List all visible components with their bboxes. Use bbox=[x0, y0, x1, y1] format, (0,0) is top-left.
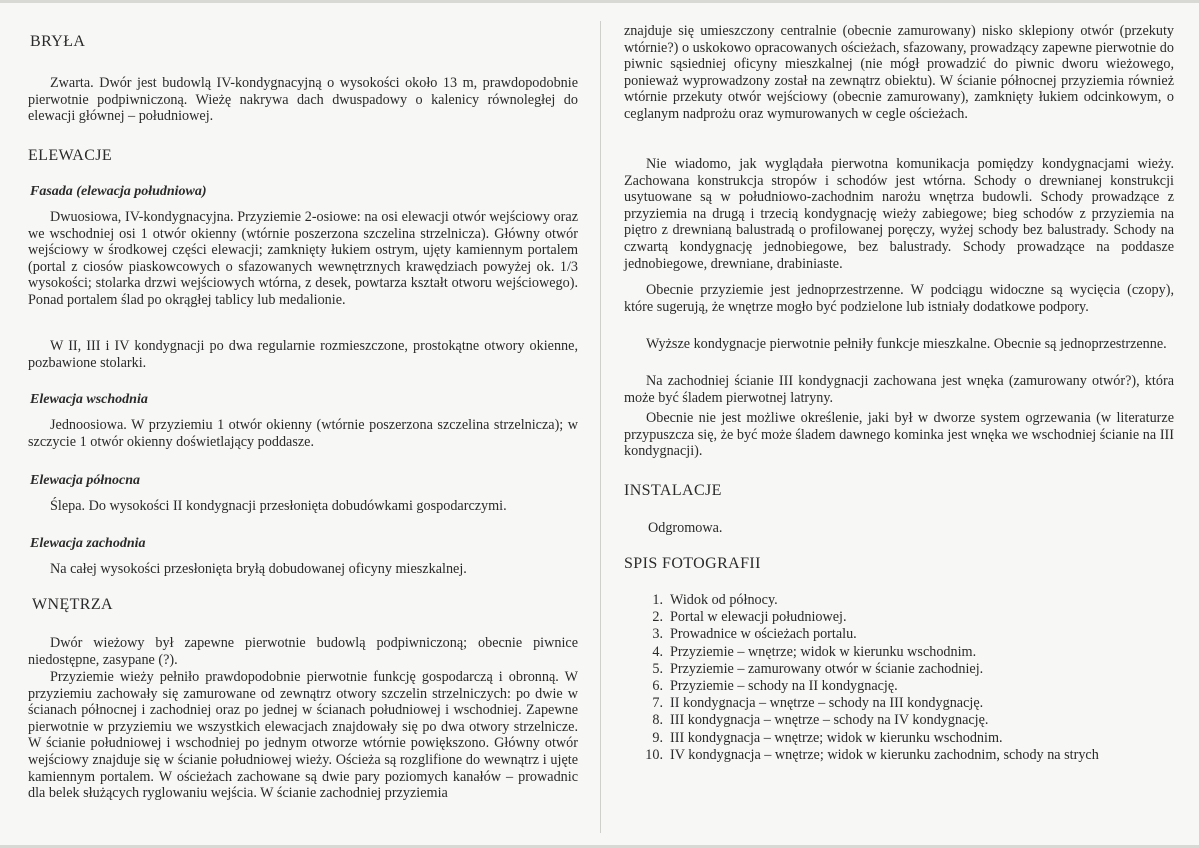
photo-caption: Prowadnice w ościeżach portalu. bbox=[670, 626, 857, 643]
photo-number: 10. bbox=[645, 746, 663, 763]
wneka-text: Na zachodniej ścianie III kondygnacji zachowana jest wnęka (zamurowany otwór?), która może być śladem pierwotnej latryny. bbox=[624, 373, 1174, 406]
photo-number: 9. bbox=[652, 729, 663, 746]
photo-number: 3. bbox=[652, 626, 663, 643]
subtitle-wschodnia: Elewacja wschodnia bbox=[30, 392, 148, 407]
photo-caption: III kondygnacja – wnętrze; widok w kierunku wschodnim. bbox=[670, 729, 1003, 746]
photo-number: 7. bbox=[652, 695, 663, 712]
photo-caption: Przyziemie – wnętrze; widok w kierunku wschodnim. bbox=[670, 643, 977, 660]
photo-list-item bbox=[642, 644, 1182, 661]
section-title-spis-fotografii: SPIS FOTOGRAFII bbox=[624, 555, 761, 572]
photo-number: 2. bbox=[652, 609, 663, 626]
photo-list-item bbox=[642, 609, 1182, 626]
polnocna-text: Ślepa. Do wysokości II kondygnacji przesłonięta dobudówkami gospodarczymi. bbox=[50, 498, 507, 514]
przyziemie-text: Obecnie przyziemie jest jednoprzestrzenne. W podciągu widoczne są wycięcia (czopy), które sugerują, że wnętrze mogło być podzielone lub istniały dodatkowe podpory. bbox=[624, 282, 1174, 315]
photo-number: 8. bbox=[652, 712, 663, 729]
photo-list-item bbox=[642, 747, 1182, 764]
photo-caption: Przyziemie – schody na II kondygnację. bbox=[670, 677, 898, 694]
photo-list-item bbox=[642, 661, 1182, 678]
photo-list-item bbox=[642, 626, 1182, 643]
photo-caption: II kondygnacja – wnętrze – schody na III kondygnację. bbox=[670, 695, 984, 712]
fasada-text-2: W II, III i IV kondygnacji po dwa regularnie rozmieszczone, prostokątne otwory okienne, pozbawione stolarki. bbox=[28, 338, 578, 371]
bryla-text: Zwarta. Dwór jest budowlą IV-kondygnacyjną o wysokości około 13 m, prawdopodobnie pierwotnie podpiwniczoną. Wieżę nakrywa dach dwuspadowy o kalenicy równoległej do elewacji głównej – południowej. bbox=[28, 75, 578, 125]
subtitle-zachodnia: Elewacja zachodnia bbox=[30, 536, 146, 551]
photo-list-item bbox=[642, 678, 1182, 695]
section-title-wnetrza: WNĘTRZA bbox=[32, 596, 114, 613]
fasada-text-1: Dwuosiowa, IV-kondygnacyjna. Przyziemie 2-osiowe: na osi elewacji otwór wejściowy oraz we wschodniej osi 1 otwór okienny (wtórnie poszerzona szczelina strzelnicza). Główny otwór wejściowy w środkowej części elewacji; zamknięty łukiem ostrym, ujęty kamiennym portalem (portal z ciosów piaskowcowych o sfazowanych wewnętrznych krawędziach powyżej ok. 1/3 wysokości; stolarka drzwi wejściowych wtórna, z desek, powtarza kształt otworu wejściowego). Ponad portalem ślad po okrągłej tablicy lub medalionie. bbox=[28, 209, 578, 308]
section-title-bryla: BRYŁA bbox=[30, 33, 86, 50]
photo-number: 6. bbox=[652, 677, 663, 694]
photo-list-item bbox=[642, 712, 1182, 729]
photo-caption: Przyziemie – zamurowany otwór w ścianie zachodniej. bbox=[670, 660, 984, 677]
section-title-elewacje: ELEWACJE bbox=[28, 147, 113, 164]
subtitle-fasada: Fasada (elewacja południowa) bbox=[30, 184, 207, 199]
photo-caption: III kondygnacja – wnętrze – schody na IV kondygnację. bbox=[670, 712, 989, 729]
photo-caption: Widok od północy. bbox=[670, 592, 778, 608]
photo-list bbox=[642, 592, 1182, 764]
photo-caption: Portal w elewacji południowej. bbox=[670, 609, 847, 626]
photo-number: 4. bbox=[652, 643, 663, 660]
photo-caption: IV kondygnacja – wnętrze; widok w kierunku zachodnim, schody na strych bbox=[670, 746, 1099, 763]
column-divider bbox=[600, 21, 601, 833]
photo-list-item bbox=[642, 730, 1182, 747]
zachodnia-text: Na całej wysokości przesłonięta bryłą dobudowanej oficyny mieszkalnej. bbox=[50, 561, 467, 577]
instalacje-text: Odgromowa. bbox=[648, 520, 723, 536]
continued-text: znajduje się umieszczony centralnie (obecnie zamurowany) nisko sklepiony otwór (przekuty wtórnie?) o uskokowo opracowanych ościeżach, sfazowany, prowadzący zapewne pierwotnie do piwnic sąsiedniej oficyny mieszkalnej (nie mógł prowadzić do piwnic dworu wieżowego, ponieważ wyprowadzony został na zewnątrz obiektu). W ścianie północnej przyziemia również wtórnie przekuty otwór wejściowy (obecnie zamurowany), zamknięty łukiem odcinkowym, o ceglanym nadprożu oraz wymurowanych w cegle ościeżach. bbox=[624, 23, 1174, 122]
wschodnia-text: Jednoosiowa. W przyziemiu 1 otwór okienny (wtórnie poszerzona szczelina strzelnicza); w szczycie 1 otwór okienny doświetlający poddasze. bbox=[28, 417, 578, 450]
ogrzewanie-text: Obecnie nie jest możliwe określenie, jaki był w dworze system ogrzewania (w literaturze przypuszcza się, że być może śladem dawnego kominka jest wnęka we wschodniej ścianie na III kondygnacji). bbox=[624, 410, 1174, 460]
wyzsze-text: Wyższe kondygnacje pierwotnie pełniły funkcje mieszkalne. Obecnie są jednoprzestrzenne. bbox=[646, 336, 1167, 352]
photo-list-item bbox=[642, 592, 1182, 609]
section-title-instalacje: INSTALACJE bbox=[624, 482, 722, 499]
subtitle-polnocna: Elewacja północna bbox=[30, 473, 141, 488]
wnetrza-text-2: Przyziemie wieży pełniło prawdopodobnie pierwotnie funkcję gospodarczą i obronną. W przyziemiu zachowały się zamurowane od zewnątrz otwory szczelin strzelniczych: po dwie w ścianach północnej i zachodniej oraz po jednej w ścianach południowej i wschodniej. Zapewne pierwotnie w przyziemiu we wszystkich elewacjach znajdowały się po dwa otwory strzelnicze. W ścianie południowej i wschodniej po jednym otworze wtórnie powiększono. Główny otwór wejściowy znajduje się w ścianie południowej wieży. Ościeża są rozglifione do wewnątrz i ujęte kamiennym portalem. W ościeżach zachowane są dwie pary poziomych kanałów – prowadnic dla belek służących ryglowaniu wejścia. W ścianie zachodniej przyziemia bbox=[28, 669, 578, 802]
komunikacja-text: Nie wiadomo, jak wyglądała pierwotna komunikacja pomiędzy kondygnacjami wieży. Zachowana konstrukcja stropów i schodów jest wtórna. Schody o drewnianej konstrukcji usytuowane są w południowo-zachodnim narożu wnętrza budowli. Schody prowadzące z przyziemia na drugą i trzecią kondygnację wieży zabiegowe; bieg schodów z przyziemia na piętro z drewnianą balustradą o profilowanej poręczy, wyżej schody bez balustrady. Schody na czwartą kondygnację jednobiegowe, bez balustrady. Schody prowadzące na poddasze jednobiegowe, drewniane, drabiniaste. bbox=[624, 156, 1174, 272]
photo-number: 1. bbox=[652, 592, 663, 608]
photo-list-item bbox=[642, 695, 1182, 712]
photo-number: 5. bbox=[652, 660, 663, 677]
wnetrza-text-1: Dwór wieżowy był zapewne pierwotnie budowlą podpiwniczoną; obecnie piwnice niedostępne, zasypane (?). bbox=[28, 635, 578, 668]
